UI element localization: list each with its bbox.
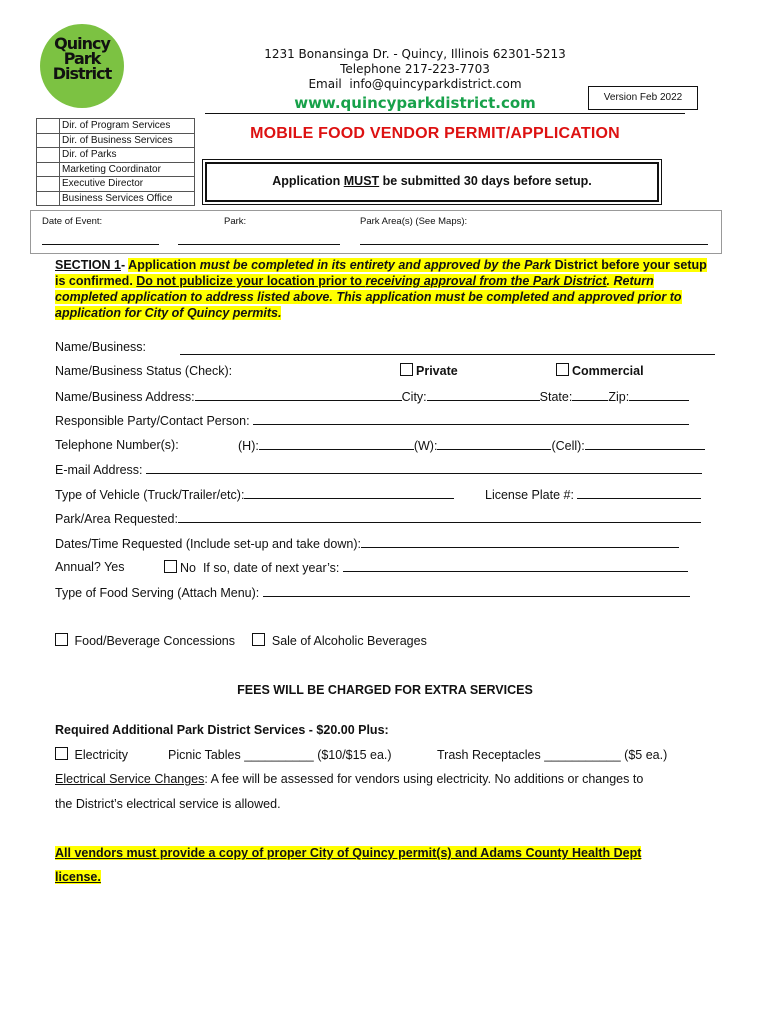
row-electricity	[55, 747, 128, 763]
staff-checkbox[interactable]	[37, 148, 60, 163]
electrical-service-label: Electrical Service Changes	[55, 772, 205, 786]
section-1-text-c: District before your setup is confirmed.	[55, 258, 707, 288]
home-phone-field[interactable]	[259, 437, 414, 450]
section-1-instructions	[55, 257, 715, 321]
email-label: Email	[308, 77, 342, 91]
website-link[interactable]: www.quincyparkdistrict.com	[294, 94, 536, 112]
staff-checkbox[interactable]	[37, 119, 60, 134]
name-label: Name/Business:	[55, 340, 147, 354]
row-area	[55, 510, 701, 527]
vehicle-label: Type of Vehicle (Truck/Trailer/etc):	[55, 488, 245, 502]
header-address: 1231 Bonansinga Dr. - Quincy, Illinois 62301-5213	[264, 47, 566, 61]
logo-line-1: Quincy	[54, 34, 110, 53]
area-label: Park/Area Requested:	[55, 512, 178, 526]
staff-label: Dir. of Parks	[60, 148, 195, 163]
staff-row	[37, 119, 195, 134]
annual-label: Annual? Yes	[55, 560, 125, 574]
footer-line-2-text: license.	[55, 870, 101, 884]
event-date-label: Date of Event:	[42, 216, 103, 227]
picnic-tables-label: Picnic Tables __________ ($10/$15 ea.)	[168, 748, 392, 762]
event-areas-field[interactable]	[360, 244, 708, 245]
submission-notice	[205, 162, 659, 202]
logo-line-3: District	[52, 64, 112, 83]
annual-no-label: No	[180, 561, 196, 575]
work-phone-label: (W):	[413, 439, 438, 453]
notice-must: MUST	[343, 174, 380, 188]
food-field[interactable]	[263, 584, 690, 597]
event-areas-label: Park Area(s) (See Maps):	[360, 216, 468, 227]
commercial-checkbox[interactable]	[556, 363, 569, 376]
header-rule	[205, 113, 685, 114]
electrical-service-text: : A fee will be assessed for vendors using electricity. No additions or changes to	[204, 772, 644, 786]
city-label: City:	[401, 390, 427, 404]
row-plate	[485, 486, 701, 503]
state-label: State:	[539, 390, 573, 404]
staff-row	[37, 191, 195, 206]
row-phones	[238, 437, 705, 454]
staff-label: Executive Director	[60, 177, 195, 192]
home-phone-label: (H):	[238, 439, 259, 453]
row-dates	[55, 535, 679, 552]
footer-notice-line-1	[55, 845, 641, 861]
staff-checkbox[interactable]	[37, 191, 60, 206]
private-label: Private	[416, 364, 458, 378]
row-food	[55, 584, 690, 601]
row-vehicle	[55, 486, 454, 503]
section-1-text-d: Do not publicize your location prior to	[136, 274, 366, 288]
row-address	[55, 388, 689, 405]
private-option[interactable]	[400, 363, 458, 379]
responsible-field[interactable]	[253, 412, 689, 425]
row-annual	[55, 559, 125, 575]
email-label-form: E-mail Address:	[55, 463, 143, 477]
staff-row	[37, 162, 195, 177]
staff-row	[37, 177, 195, 192]
section-1-text-b: must be completed in its entirety and approved by the Park	[199, 258, 555, 272]
cell-phone-field[interactable]	[585, 437, 705, 450]
required-services-heading: Required Additional Park District Services - $20.00 Plus:	[55, 723, 389, 737]
concessions-checkbox[interactable]	[55, 633, 68, 646]
section-1-text-a: Application	[128, 258, 200, 272]
staff-label: Dir. of Business Services	[60, 133, 195, 148]
staff-checkbox[interactable]	[37, 162, 60, 177]
header-email	[250, 77, 580, 92]
event-park-field[interactable]	[178, 244, 340, 245]
event-park-label: Park:	[224, 216, 247, 227]
cell-phone-label: (Cell):	[551, 439, 585, 453]
event-date-field[interactable]	[42, 244, 159, 245]
logo-line-2: Park	[63, 49, 101, 68]
alcohol-label: Sale of Alcoholic Beverages	[271, 634, 427, 648]
private-checkbox[interactable]	[400, 363, 413, 376]
section-1-dash: -	[121, 258, 129, 272]
staff-checkbox[interactable]	[37, 133, 60, 148]
electrical-service-note	[55, 771, 643, 787]
zip-label: Zip:	[608, 390, 630, 404]
zip-field[interactable]	[629, 388, 689, 401]
dates-field[interactable]	[361, 535, 679, 548]
electricity-label: Electricity	[74, 748, 128, 762]
area-field[interactable]	[178, 510, 701, 523]
logo-text	[36, 36, 128, 81]
section-1-heading: SECTION 1	[55, 258, 121, 272]
city-field[interactable]	[427, 388, 540, 401]
address-label: Name/Business Address:	[55, 390, 195, 404]
plate-field[interactable]	[577, 486, 701, 499]
commercial-option[interactable]	[556, 363, 644, 379]
fees-heading: FEES WILL BE CHARGED FOR EXTRA SERVICES	[237, 683, 533, 697]
staff-label: Marketing Coordinator	[60, 162, 195, 177]
staff-label: Business Services Office	[60, 191, 195, 206]
next-year-label: If so, date of next year’s:	[202, 561, 340, 575]
page-title: MOBILE FOOD VENDOR PERMIT/APPLICATION	[250, 125, 620, 142]
electrical-service-note-2: the District’s electrical service is allowed.	[55, 797, 281, 811]
address-field[interactable]	[195, 388, 402, 401]
state-field[interactable]	[572, 388, 608, 401]
row-services-offered	[55, 633, 427, 649]
footer-line-1-text: All vendors must provide a copy of proper City of Quincy permit(s) and Adams County Health Dept	[55, 846, 642, 860]
staff-row	[37, 133, 195, 148]
staff-checkbox[interactable]	[37, 177, 60, 192]
section-1-text-e: receiving approval from the Park District	[365, 274, 607, 288]
food-label: Type of Food Serving (Attach Menu):	[55, 586, 260, 600]
staff-row	[37, 148, 195, 163]
notice-post: be submitted 30 days before setup.	[379, 174, 592, 188]
dates-label: Dates/Time Requested (Include set-up and take down):	[55, 537, 361, 551]
plate-label: License Plate #:	[485, 488, 574, 502]
next-year-field[interactable]	[343, 559, 688, 572]
vehicle-field[interactable]	[244, 486, 454, 499]
staff-label: Dir. of Program Services	[60, 119, 195, 134]
row-annual-no	[164, 559, 688, 576]
staff-routing-table	[36, 118, 195, 206]
email-field[interactable]	[146, 461, 702, 474]
header-telephone: Telephone 217-223-7703	[340, 62, 490, 76]
section-1-text-f: . Return completed application to address listed above. This application must be completed and approved prior to application for City of Quincy permits.	[55, 274, 682, 320]
concessions-label: Food/Beverage Concessions	[74, 634, 235, 648]
footer-notice-line-2	[55, 869, 101, 885]
row-name	[55, 339, 146, 355]
trash-receptacles-label: Trash Receptacles ___________ ($5 ea.)	[437, 748, 668, 762]
telephone-label: Telephone Number(s):	[55, 438, 179, 452]
responsible-label: Responsible Party/Contact Person:	[55, 414, 250, 428]
row-responsible	[55, 412, 689, 429]
notice-pre: Application	[272, 174, 344, 188]
commercial-label: Commercial	[572, 364, 644, 378]
annual-no-checkbox[interactable]	[164, 560, 177, 573]
work-phone-field[interactable]	[437, 437, 551, 450]
alcohol-checkbox[interactable]	[252, 633, 265, 646]
version-box: Version Feb 2022	[588, 86, 698, 110]
name-field[interactable]	[180, 354, 715, 355]
electricity-checkbox[interactable]	[55, 747, 68, 760]
email-link[interactable]: info@quincyparkdistrict.com	[349, 77, 522, 91]
row-email	[55, 461, 702, 478]
status-label: Name/Business Status (Check):	[55, 364, 233, 378]
